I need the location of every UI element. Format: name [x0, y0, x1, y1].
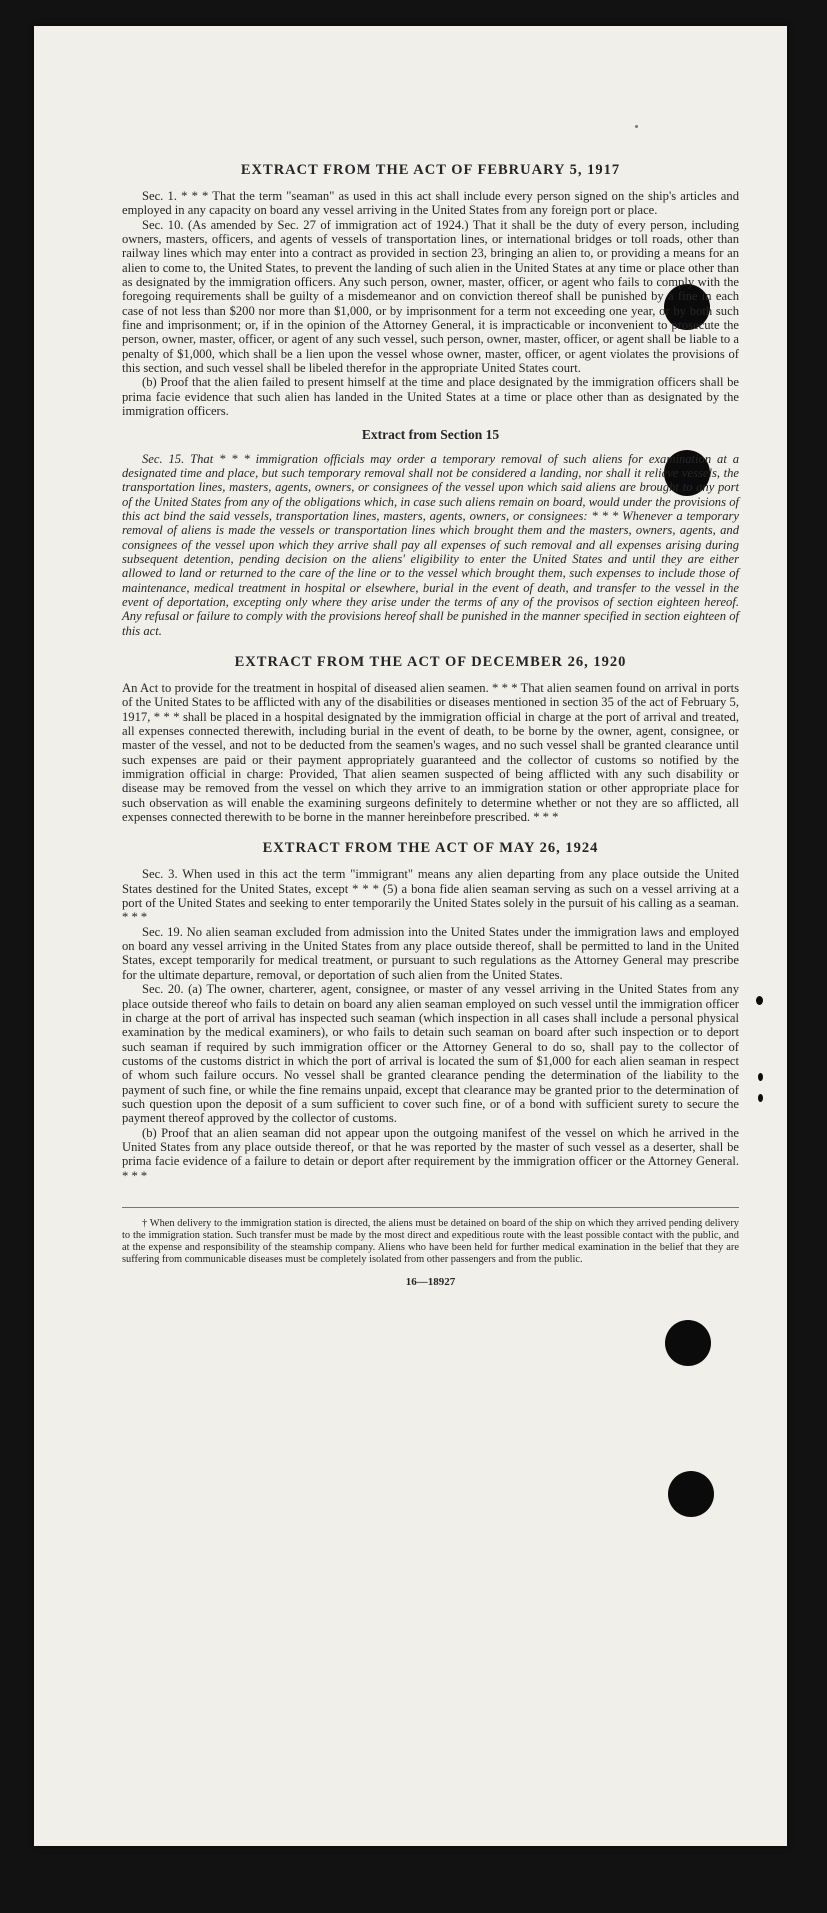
footnote-divider	[122, 1207, 739, 1208]
paragraph-sec-20-a: Sec. 20. (a) The owner, charterer, agent, consignee, or master of any vessel arriving in the United States from any place outside thereof who fails to detain on board any alien seaman employed on such vessel until the immigration officer in charge at the port of arrival has inspected such seaman (which inspection in all cases shall include a personal physical examination by the medical examiners), or who fails to detain such seaman on board after such inspection or to deport such seaman if required by such immigration officer or the Attorney General to do so, shall pay to the collector of customs of the customs district in which the port of arrival is located the sum of $1,000 for each alien seaman in respect of whom such failure occurs. No vessel shall be granted clearance pending the determination of the liability to the payment of such fine, or while the fine remains unpaid, except that clearance may be granted prior to the determination of such question upon the deposit of a sum sufficient to cover such fine, or of a bond with sufficient surety to secure the payment thereof approved by the collector of customs.	[122, 982, 739, 1126]
subheading-section-15: Extract from Section 15	[361, 426, 500, 442]
punch-hole	[665, 1320, 711, 1366]
footnote: † When delivery to the immigration station is directed, the aliens must be detained on board of the ship on which they arrived pending delivery to the immigration station. Such transfer must be made by the most direct and expeditious route with the least possible contact with the public, and at the expense and responsibility of the steamship company. Aliens who have been held for further medical examination in the belief that they are suffering from communicable diseases must be completely isolated from other passengers and from the public.	[122, 1217, 739, 1265]
section-heading-dec-1920: EXTRACT FROM THE ACT OF DECEMBER 26, 1920	[234, 653, 627, 670]
section-heading-feb-1917: EXTRACT FROM THE ACT OF FEBRUARY 5, 1917	[240, 162, 621, 178]
paragraph-sec-15: Sec. 15. That * * * immigration officials may order a temporary removal of such aliens for examination at a designated time and place, but such temporary removal shall not be considered a landing, nor shall it relieve vessels, the transportation lines, masters, agents, owners, or consignees of the vessel upon which said aliens are brought to any port of the United States from any of the obligations which, in case such aliens remain on board, would under the provisions of this act bind the said vessels, transportation lines, masters, agents, owners, or consignees: * * * Whenever a temporary removal of aliens is made the vessels or transportation lines which brought them and the masters, owners, agents, and consignees of the vessel upon which they arrive shall pay all expenses of such removal and all expenses arising during subsequent detention, pending decision on the aliens' eligibility to enter the United States and until they are either allowed to land or returned to the care of the line or to the vessel which brought them, such expenses to include those of maintenance, medical treatment in hospital or elsewhere, burial in the event of death, and transfer to the vessel in the event of deportation, excepting only where they arise under the terms of any of the provisos of section eighteen hereof. Any refusal or failure to comply with the provisions hereof shall be punished in the manner specified in section eighteen of this act.	[122, 451, 739, 638]
paragraph-sec-10: Sec. 10. (As amended by Sec. 27 of immigration act of 1924.) That it shall be the duty of every person, including owners, masters, officers, and agents of vessels of transportation lines, or international bridges or toll roads, other than railway lines which may enter into a contract as provided in section 23, bringing an alien to, or providing a means for an alien to come to, the United States, to prevent the landing of such alien in the United States at any time or place other than as designated by the immigration officers. Any such person, owner, master, officer, or agent who fails to comply with the foregoing requirements shall be guilty of a misdemeanor and on conviction thereof shall be punished by a fine in each case of not less than $200 nor more than $1,000, or by imprisonment for a term not exceeding one year, or by both such fine and imprisonment; or, if in the opinion of the Attorney General, it is impracticable or inconvenient to prosecute the person, owner, master, officer, or agent of any such vessel, such person, owner, master, officer, or agent shall be liable to a penalty of $1,000, which shall be a lien upon the vessel whose owner, master, officer, or agent violates the provisions of this section, and such vessel shall be libeled therefor in the appropriate United States court.	[122, 217, 739, 376]
paragraph-act-dec-1920: An Act to provide for the treatment in hospital of diseased alien seamen. * * * That alien seamen found on arrival in ports of the United States to be afflicted with any of the disabilities or diseases mentioned in section 35 of the act of February 5, 1917, * * * shall be placed in a hospital designated by the immigration official in charge at the port of arrival and treated, all expenses connected therewith, including burial in the event of death, to be borne by the owner, agent, consignee, or master of the vessel, and not to be deducted from the seamen's wages, and no such vessel shall be granted clearance until such expenses are paid or their payment appropriately guaranteed and the collector of customs so notified by the immigration official in charge: Provided, That alien seamen suspected of being afflicted with any such disability or disease may be removed from the vessel on which they arrive to an immigration station or other appropriate place for such observation as will enable the examining surgeons definitely to determine whether or not they are so afflicted, all expenses connected therewith to be borne in the manner hereinbefore prescribed. * * *	[122, 680, 739, 825]
paragraph-sec-3: Sec. 3. When used in this act the term "immigrant" means any alien departing from any place outside the United States destined for the United States, except * * * (5) a bona fide alien seaman serving as such on a vessel arriving at a port of the United States and seeking to enter temporarily the United States solely in the pursuit of his calling as a seaman. * * *	[122, 867, 739, 925]
margin-mark	[635, 125, 638, 128]
page-content	[122, 156, 739, 1288]
margin-dot	[758, 1094, 763, 1102]
scanned-page	[34, 26, 787, 1846]
paragraph-sec-1: Sec. 1. * * * That the term "seaman" as used in this act shall include every person signed on the ship's articles and employed in any capacity on board any vessel arriving in the United States from any foreign port or place.	[122, 189, 739, 218]
margin-dot	[758, 1073, 763, 1081]
page-number: 16—18927	[405, 1275, 456, 1288]
punch-hole	[668, 1471, 714, 1517]
paragraph-sec-20-b: (b) Proof that an alien seaman did not appear upon the outgoing manifest of the vessel on which he arrived in the United States from any place outside thereof, or that he was reported by the master of such vessel as a deserter, shall be prima facie evidence of a failure to detain or deport after requirement by the immigration officer or the Attorney General. * * *	[122, 1125, 739, 1183]
paragraph-sec-19: Sec. 19. No alien seaman excluded from admission into the United States under the immigration laws and employed on board any vessel arriving in the United States from any place outside thereof, shall be permitted to land in the United States, except temporarily for medical treatment, or pursuant to such regulations as the Attorney General may prescribe for the ultimate departure, removal, or deportation of such alien from the United States.	[122, 924, 739, 982]
paragraph-sec-10-b: (b) Proof that the alien failed to present himself at the time and place designated by the immigration officers shall be prima facie evidence that such alien has landed in the United States at a time or place other than as designated by the immigration officers.	[122, 375, 739, 419]
margin-dot	[756, 996, 763, 1005]
section-heading-may-1924: EXTRACT FROM THE ACT OF MAY 26, 1924	[262, 840, 599, 857]
